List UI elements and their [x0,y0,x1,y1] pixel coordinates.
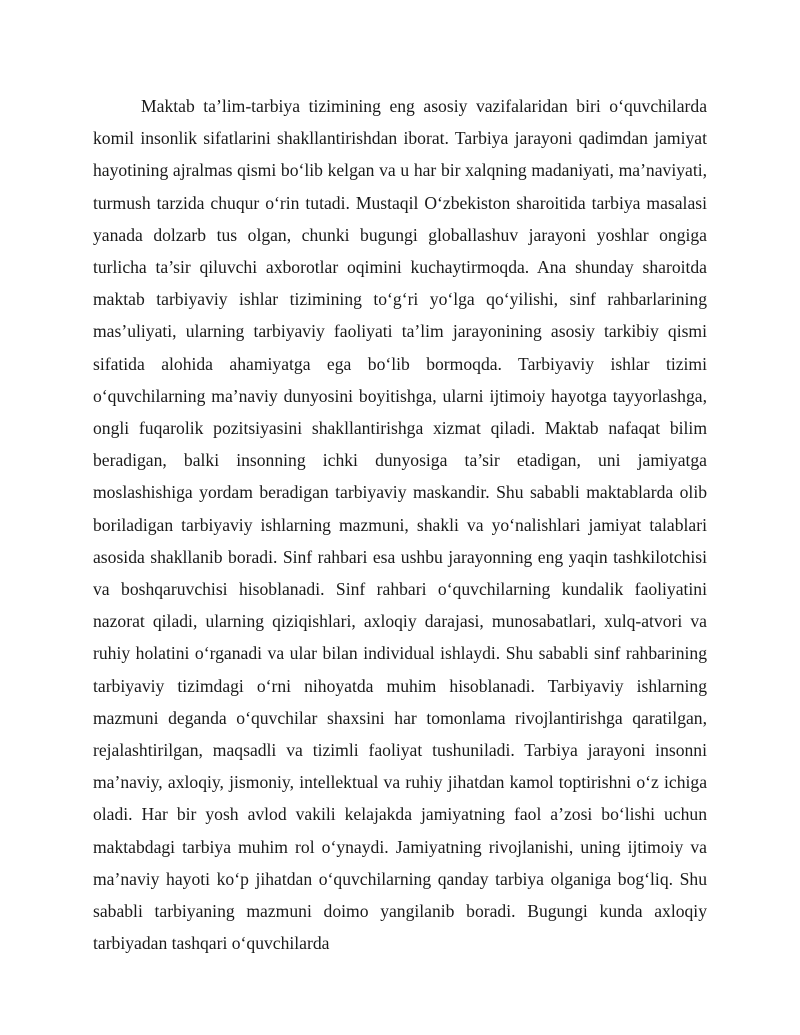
body-paragraph: Maktab ta’lim-tarbiya tizimining eng asosiy vazifalaridan biri o‘quvchilarda komil insonlik sifatlarini shakllantirishdan iborat. Tarbiya jarayoni qadimdan jamiyat hayotining ajralmas qismi bo‘lib kelgan va u har bir xalqning madaniyati, ma’naviyati, turmush tarzida chuqur o‘rin tutadi. Mustaqil O‘zbekiston sharoitida tarbiya masalasi yanada dolzarb tus olgan, chunki bugungi globallashuv jarayoni yoshlar ongiga turlicha ta’sir qiluvchi axborotlar oqimini kuchaytirmoqda. Ana shunday sharoitda maktab tarbiyaviy ishlar tizimining to‘g‘ri yo‘lga qo‘yilishi, sinf rahbarlarining mas’uliyati, ularning tarbiyaviy faoliyati ta’lim jarayonining asosiy tarkibiy qismi sifatida alohida ahamiyatga ega bo‘lib bormoqda. Tarbiyaviy ishlar tizimi o‘quvchilarning ma’naviy dunyosini boyitishga, ularni ijtimoiy hayotga tayyorlashga, ongli fuqarolik pozitsiyasini shakllantirishga xizmat qiladi. Maktab nafaqat bilim beradigan, balki insonning ichki dunyosiga ta’sir etadigan, uni jamiyatga moslashishiga yordam beradigan tarbiyaviy maskandir. Shu sababli maktablarda olib boriladigan tarbiyaviy ishlarning mazmuni, shakli va yo‘nalishlari jamiyat talablari asosida shakllanib boradi. Sinf rahbari esa ushbu jarayonning eng yaqin tashkilotchisi va boshqaruvchisi hisoblanadi. Sinf rahbari o‘quvchilarning kundalik faoliyatini nazorat qiladi, ularning qiziqishlari, axloqiy darajasi, munosabatlari, xulq-atvori va ruhiy holatini o‘rganadi va ular bilan individual ishlaydi. Shu sababli sinf rahbarining tarbiyaviy tizimdagi o‘rni nihoyatda muhim hisoblanadi. Tarbiyaviy ishlarning mazmuni deganda o‘quvchilar shaxsini har tomonlama rivojlantirishga qaratilgan, rejalashtirilgan, maqsadli va tizimli faoliyat tushuniladi. Tarbiya jarayoni insonni ma’naviy, axloqiy, jismoniy, intellektual va ruhiy jihatdan kamol toptirishni o‘z ichiga oladi. Har bir yosh avlod vakili kelajakda jamiyatning faol a’zosi bo‘lishi uchun maktabdagi tarbiya muhim rol o‘ynaydi. Jamiyatning rivojlanishi, uning ijtimoiy va ma’naviy hayoti ko‘p jihatdan o‘quvchilarning qanday tarbiya olganiga bog‘liq. Shu sababli tarbiyaning mazmuni doimo yangilanib boradi. Bugungi kunda axloqiy tarbiyadan tashqari o‘quvchilarda [93,96,707,954]
